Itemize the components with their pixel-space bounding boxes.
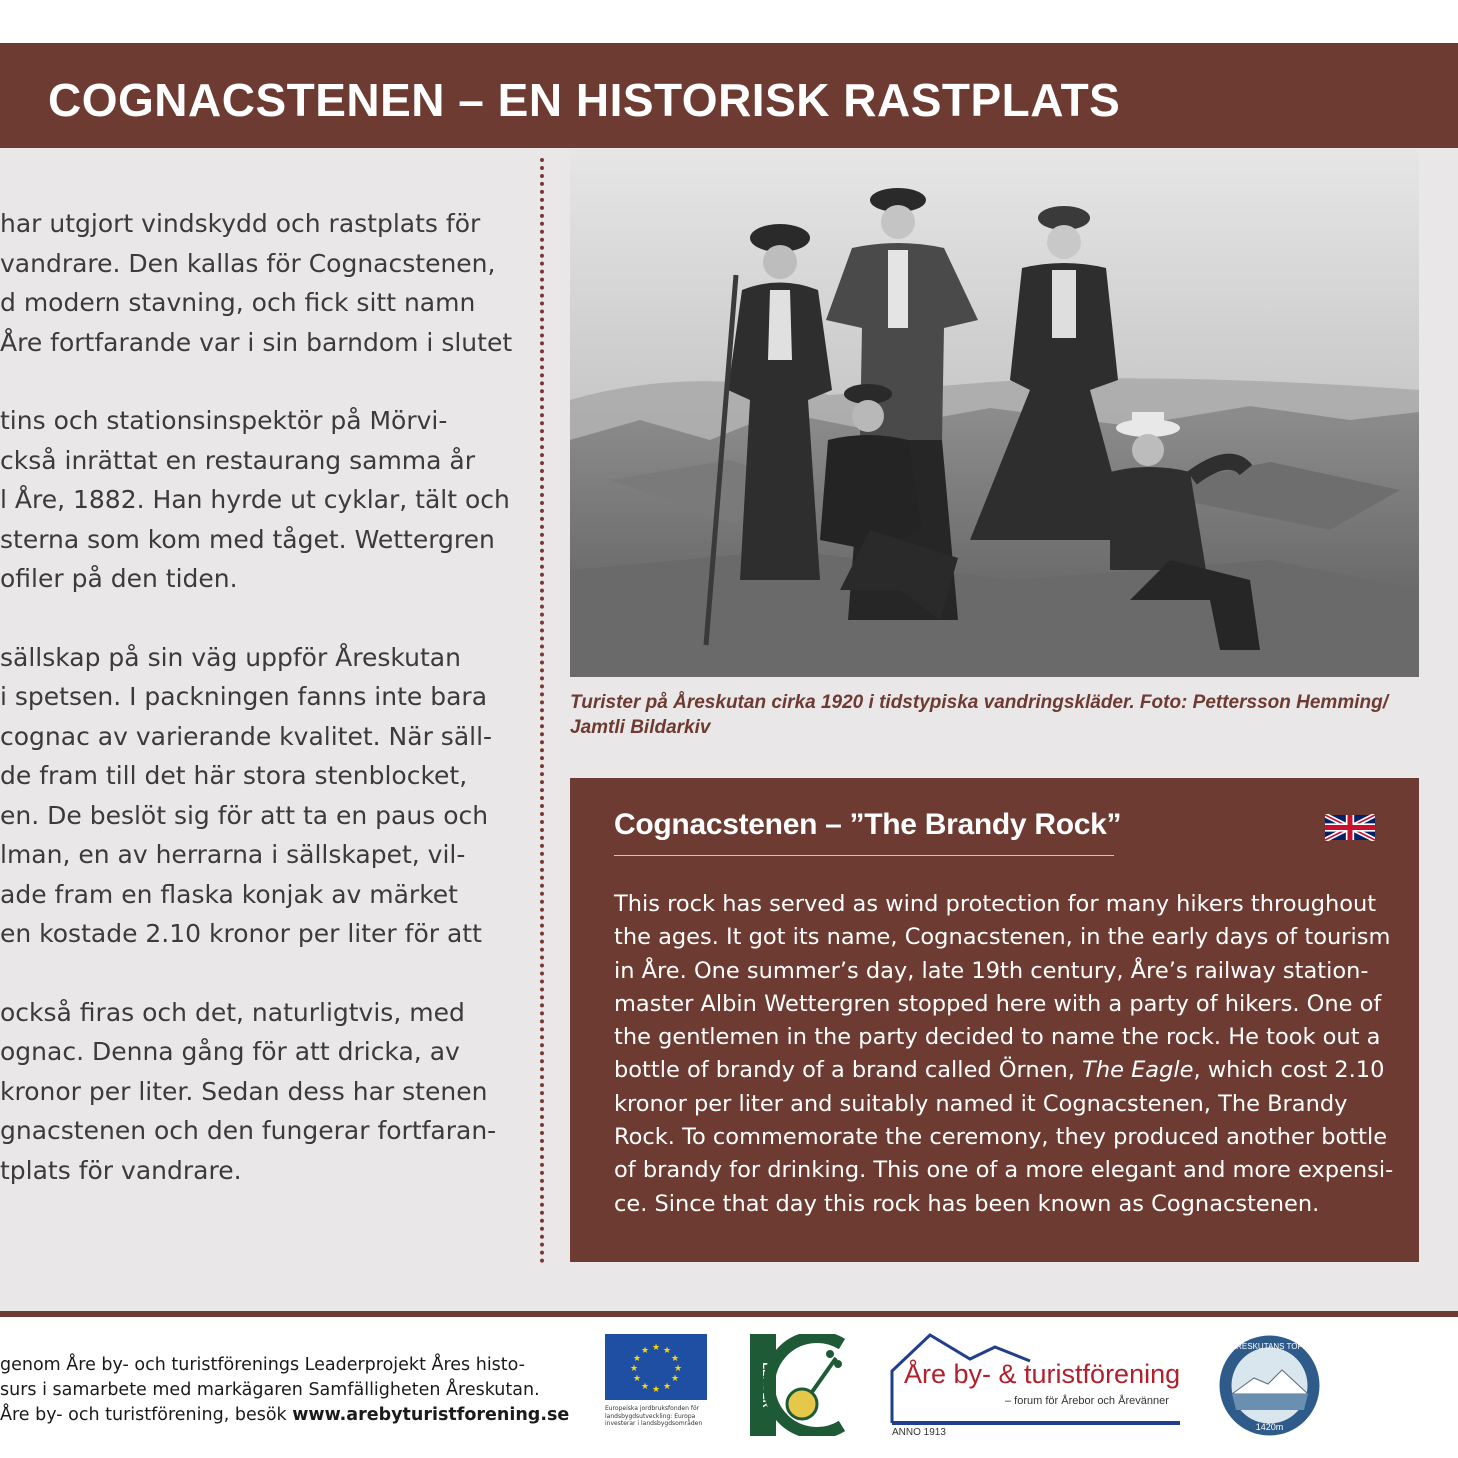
- footer: [0, 1317, 1458, 1458]
- photo-caption: [570, 690, 1419, 740]
- seal-bottom-text: 1420m: [1255, 1422, 1284, 1432]
- caption-line: Turister på Åreskutan cirka 1920 i tidstypiska vandringskläder. Foto: Pettersson Hemming/: [570, 692, 1388, 713]
- text-line: of brandy for drinking. This one of a more elegant and more expensi-: [614, 1157, 1394, 1184]
- eu-flag-icon: [605, 1334, 707, 1400]
- footer-credits: [0, 1353, 569, 1428]
- eu-caption-line: investerar i landsbygdsområden: [605, 1420, 703, 1427]
- english-heading: Cognacstenen – ”The Brandy Rock”: [614, 808, 1122, 841]
- text-line: sällskap på sin väg uppför Åreskutan: [0, 642, 461, 672]
- text-line: har utgjort vindskydd och rastplats för: [0, 209, 481, 238]
- swedish-paragraph-1: [0, 204, 530, 362]
- footer-line: genom Åre by- och turistförenings Leaderprojekt Åres histo-: [0, 1355, 525, 1375]
- are-name: Åre by- & turistförening: [904, 1359, 1181, 1389]
- svg-text:★: ★: [673, 1364, 683, 1374]
- footer-line: [0, 1403, 569, 1428]
- eu-stars-icon: [605, 1334, 707, 1400]
- text-line: kronor per liter. Sedan dess har stenen: [0, 1076, 488, 1106]
- text-line: en kostade 2.10 kronor per liter för att: [0, 919, 482, 948]
- text-line: ognac. Denna gång för att dricka, av: [0, 1037, 460, 1066]
- svg-text:★: ★: [651, 1343, 661, 1353]
- swedish-paragraph-2: [0, 401, 530, 599]
- text-line: i spetsen. I packningen fanns inte bara: [0, 682, 488, 711]
- text-line: l Åre, 1882. Han hyrde ut cyklar, tält och: [0, 485, 510, 514]
- svg-text:★: ★: [640, 1346, 650, 1356]
- svg-text:★: ★: [640, 1382, 650, 1392]
- text-line: the ages. It got its name, Cognacstenen, in the early days of tourism: [614, 924, 1391, 951]
- text-line: också firas och det, naturligtvis, med: [0, 997, 465, 1027]
- text-line: Åre fortfarande var i sin barndom i slutet: [0, 327, 513, 357]
- footer-line-prefix: Åre by- och turistförening, besök: [0, 1405, 293, 1425]
- are-anno: ANNO 1913: [892, 1427, 946, 1438]
- seal-top-text: ÅRESKUTANS TOPP: [1230, 1342, 1309, 1351]
- text-line: [614, 1054, 1394, 1087]
- svg-text:★: ★: [670, 1374, 680, 1384]
- swedish-paragraph-3: [0, 638, 530, 954]
- svg-text:★: ★: [670, 1354, 680, 1364]
- svg-text:★: ★: [651, 1385, 661, 1395]
- text-line: lman, en av herrarna i sällskapet, vil-: [0, 840, 466, 869]
- are-subtitle: – forum för Årebor och Årevänner: [1005, 1395, 1169, 1407]
- text-line: Rock. To commemorate the ceremony, they produced another bottle: [614, 1124, 1388, 1151]
- italic-fragment: The Eagle: [1082, 1057, 1194, 1084]
- text-line: This rock has served as wind protection for many hikers throughout: [614, 891, 1377, 917]
- text-line: master Albin Wettergren stopped here with a party of hikers. One of: [614, 990, 1382, 1017]
- dotted-divider: [540, 158, 544, 1264]
- text-line: tins och stationsinspektör på Mörvi-: [0, 406, 448, 435]
- english-body: [614, 888, 1394, 1221]
- swedish-paragraph-4: [0, 993, 530, 1191]
- heading-underline: [614, 855, 1114, 856]
- text-line: kronor per liter and suitably named it Cognacstenen, The Brandy: [614, 1090, 1348, 1117]
- text-line: in Åre. One summer’s day, late 19th century, Åre’s railway station-: [614, 957, 1369, 984]
- text-line: ofiler på den tiden.: [0, 564, 238, 593]
- areskutan-seal-logo: [1218, 1334, 1321, 1437]
- caption-line: Jamtli Bildarkiv: [570, 717, 711, 738]
- svg-text:★: ★: [629, 1364, 639, 1374]
- eu-caption: [605, 1405, 707, 1428]
- text-fragment: , which cost 2.10: [1193, 1057, 1385, 1084]
- text-line: ce. Since that day this rock has been known as Cognacstenen.: [614, 1190, 1320, 1217]
- text-line: tplats för vandrare.: [0, 1155, 242, 1185]
- title-bar: [0, 43, 1458, 148]
- text-line: ckså inrättat en restaurang samma år: [0, 445, 476, 475]
- page-title: COGNACSTENEN – EN HISTORISK RASTPLATS: [48, 74, 1121, 126]
- text-line: gnacstenen och den fungerar fortfaran-: [0, 1116, 497, 1145]
- eu-caption-line: Europeiska jordbruksfonden för: [605, 1405, 700, 1412]
- text-line: ade fram en flaska konjak av märket: [0, 879, 458, 909]
- svg-text:★: ★: [632, 1354, 642, 1364]
- english-summary-box: [570, 778, 1419, 1262]
- svg-text:★: ★: [662, 1382, 672, 1392]
- uk-flag-icon: [1325, 814, 1375, 841]
- svg-text:★: ★: [662, 1346, 672, 1356]
- eu-caption-line: landsbygdsutveckling: Europa: [605, 1412, 696, 1420]
- text-line: d modern stavning, och fick sitt namn: [0, 288, 476, 317]
- text-line: the gentlemen in the party decided to name the rock. He took out a: [614, 1024, 1381, 1051]
- leader-label: LEADER: [760, 1362, 772, 1408]
- text-line: en. De beslöt sig för att ta en paus och: [0, 800, 489, 830]
- top-band: [0, 0, 1458, 43]
- text-fragment: bottle of brandy of a brand called Örnen,: [614, 1057, 1083, 1084]
- are-association-logo: [890, 1331, 1185, 1443]
- text-line: vandrare. Den kallas för Cognacstenen,: [0, 248, 496, 278]
- swedish-text-column: [0, 204, 530, 1229]
- website-link[interactable]: www.arebyturistforening.se: [292, 1405, 570, 1425]
- eu-logo: [605, 1334, 707, 1434]
- historic-photo: [570, 150, 1419, 677]
- photo-illustration: [570, 150, 1419, 677]
- text-line: de fram till det här stora stenblocket,: [0, 761, 468, 790]
- footer-line: surs i samarbete med markägaren Samfälligheten Åreskutan.: [0, 1380, 540, 1400]
- text-line: sterna som kom med tåget. Wettergren: [0, 524, 495, 554]
- text-line: cognac av varierande kvalitet. När säll-: [0, 721, 493, 751]
- svg-text:★: ★: [632, 1374, 642, 1384]
- leader-logo: [750, 1334, 850, 1436]
